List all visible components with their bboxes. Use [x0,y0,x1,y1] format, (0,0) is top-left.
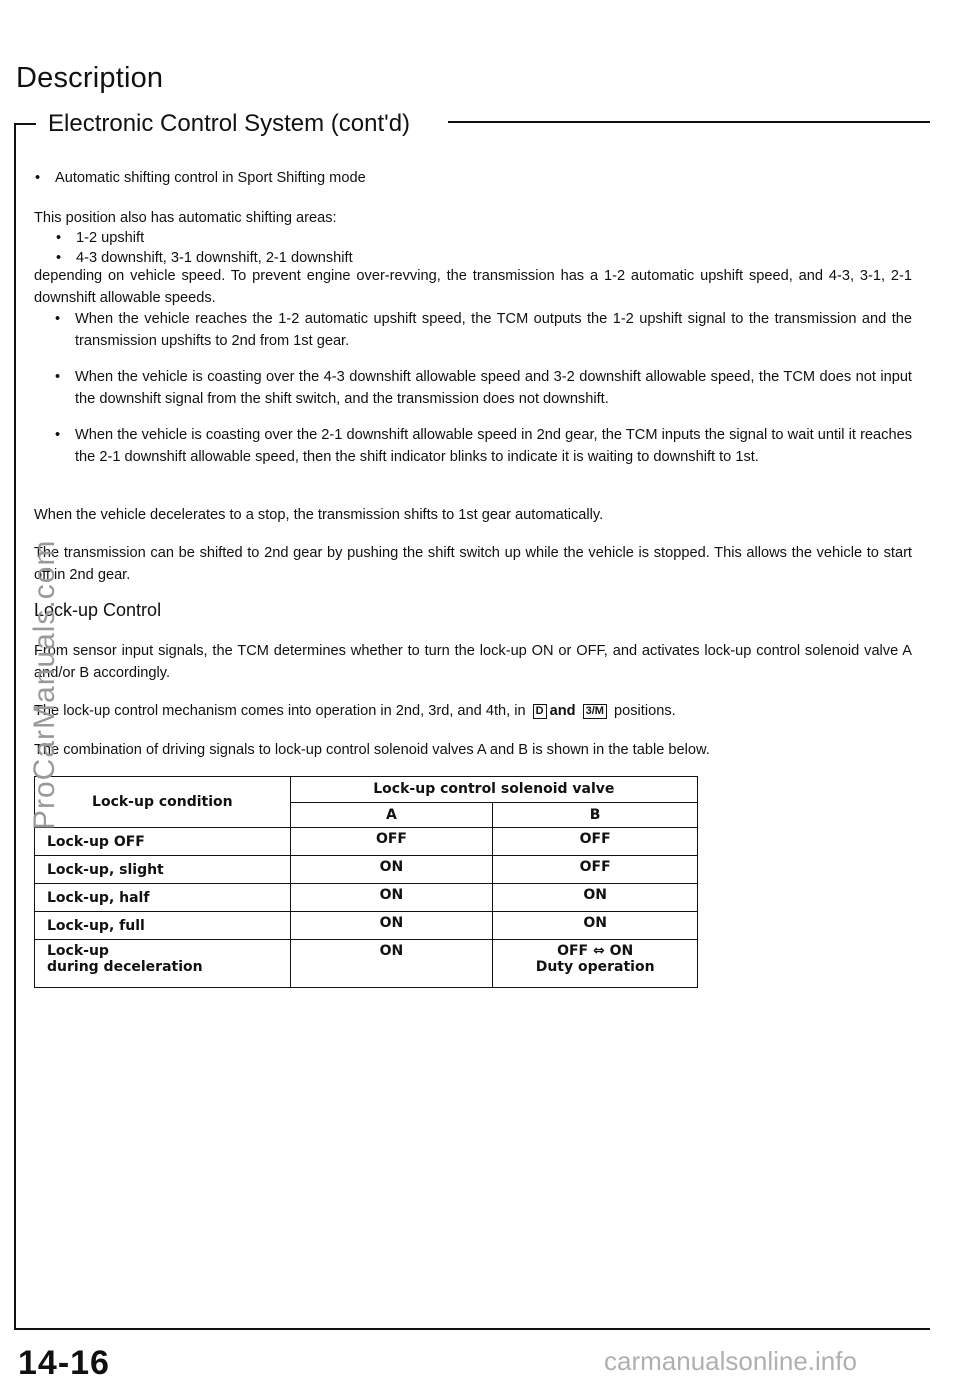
section-subtitle: Electronic Control System (cont'd) [42,110,416,138]
paragraph: depending on vehicle speed. To prevent engine over-revving, the transmission has a 1-2 automatic upshift speed, and 4-3, 3-1, 2-1 downshift allowable speeds. [34,268,912,306]
bullet-dot: • [35,170,41,186]
table-row [35,856,698,884]
frame-left [14,123,16,1330]
cell-line: Lock-up [47,943,109,959]
table-cell [493,940,698,988]
table-row [35,828,698,856]
bullet-dot: • [56,250,62,266]
table-cell: Lock-up, full [35,912,291,940]
bullet-dot: • [55,311,61,327]
list-item [55,424,912,468]
frame-top-left [14,123,36,125]
watermark: ProCarManuals.com [28,539,61,830]
table-header-condition: Lock-up condition [35,777,291,828]
table-cell: Lock-up, slight [35,856,291,884]
gear-indicator-d: D [533,704,547,719]
list-item [55,308,912,352]
section-heading: Lock-up Control [34,600,162,620]
table-cell: OFF [493,828,698,856]
intro-bullet [35,167,755,189]
intro-bullet-text: Automatic shifting control in Sport Shifting mode [55,170,366,186]
bullet-dot: • [56,230,62,246]
table-cell: Lock-up OFF [35,828,291,856]
lockup-table [34,776,698,988]
list-item-text: When the vehicle is coasting over the 4-3 downshift allowable speed and 3-2 downshift allowable speed, the TCM does not input the downshift signal from the shift switch, and the transmission does not downshift. [75,369,912,407]
page-number: 14-16 [18,1344,110,1382]
table-header-b: B [493,802,698,828]
table-row [35,884,698,912]
cell-line: OFF ⇔ ON [557,943,634,959]
table-row [35,912,698,940]
table-cell: ON [493,884,698,912]
table-cell: OFF [290,828,493,856]
table-cell: ON [290,912,493,940]
list-item [56,227,676,249]
gear-indicator-3m: 3/M [583,704,607,719]
page-title: Description [16,62,164,94]
list-item-text: When the vehicle reaches the 1-2 automatic upshift speed, the TCM outputs the 1-2 upshift signal to the transmission and the transmission upshifts to 2nd from 1st gear. [75,311,912,349]
list-item-text: 1-2 upshift [76,230,145,246]
table-cell: OFF [493,856,698,884]
frame-top-right [448,121,930,123]
table-header-a: A [290,802,493,828]
paragraph: This position also has automatic shifting areas: [34,210,337,226]
table-cell: ON [290,884,493,912]
bullet-dot: • [55,427,61,443]
list-item-text: When the vehicle is coasting over the 2-1 downshift allowable speed in 2nd gear, the TCM inputs the signal to wait until it reaches the 2-1 downshift allowable speed, then the shift indicator blinks to indicate it is waiting to downshift to 1st. [75,427,912,465]
paragraph-text: positions. [614,703,676,719]
paragraph: When the vehicle decelerates to a stop, the transmission shifts to 1st gear automatically. [34,507,604,523]
cell-line: Duty operation [535,959,655,975]
list-item [55,366,912,410]
paragraph: From sensor input signals, the TCM determines whether to turn the lock-up ON or OFF, and activates lock-up control solenoid valve A and/or B accordingly. [34,643,912,681]
paragraph [34,700,912,722]
paragraph: The transmission can be shifted to 2nd gear by pushing the shift switch up while the vehicle is stopped. This allows the vehicle to start off in 2nd gear. [34,545,912,583]
paragraph: The combination of driving signals to lock-up control solenoid valves A and B is shown in the table below. [34,742,710,758]
table-cell: ON [493,912,698,940]
table-cell: ON [290,940,493,988]
paragraph-text: The lock-up control mechanism comes into operation in 2nd, 3rd, and 4th, in [34,703,526,719]
table-row [35,940,698,988]
cell-line: during deceleration [47,959,203,975]
bullet-dot: • [55,369,61,385]
table-cell [35,940,291,988]
table-cell: Lock-up, half [35,884,291,912]
table-cell: ON [290,856,493,884]
footer-site: carmanualsonline.info [604,1346,857,1376]
and-word: and [549,703,576,719]
list-item-text: 4-3 downshift, 3-1 downshift, 2-1 downshift [76,250,353,266]
frame-bottom [14,1328,930,1330]
table-header-valve: Lock-up control solenoid valve [290,777,697,803]
